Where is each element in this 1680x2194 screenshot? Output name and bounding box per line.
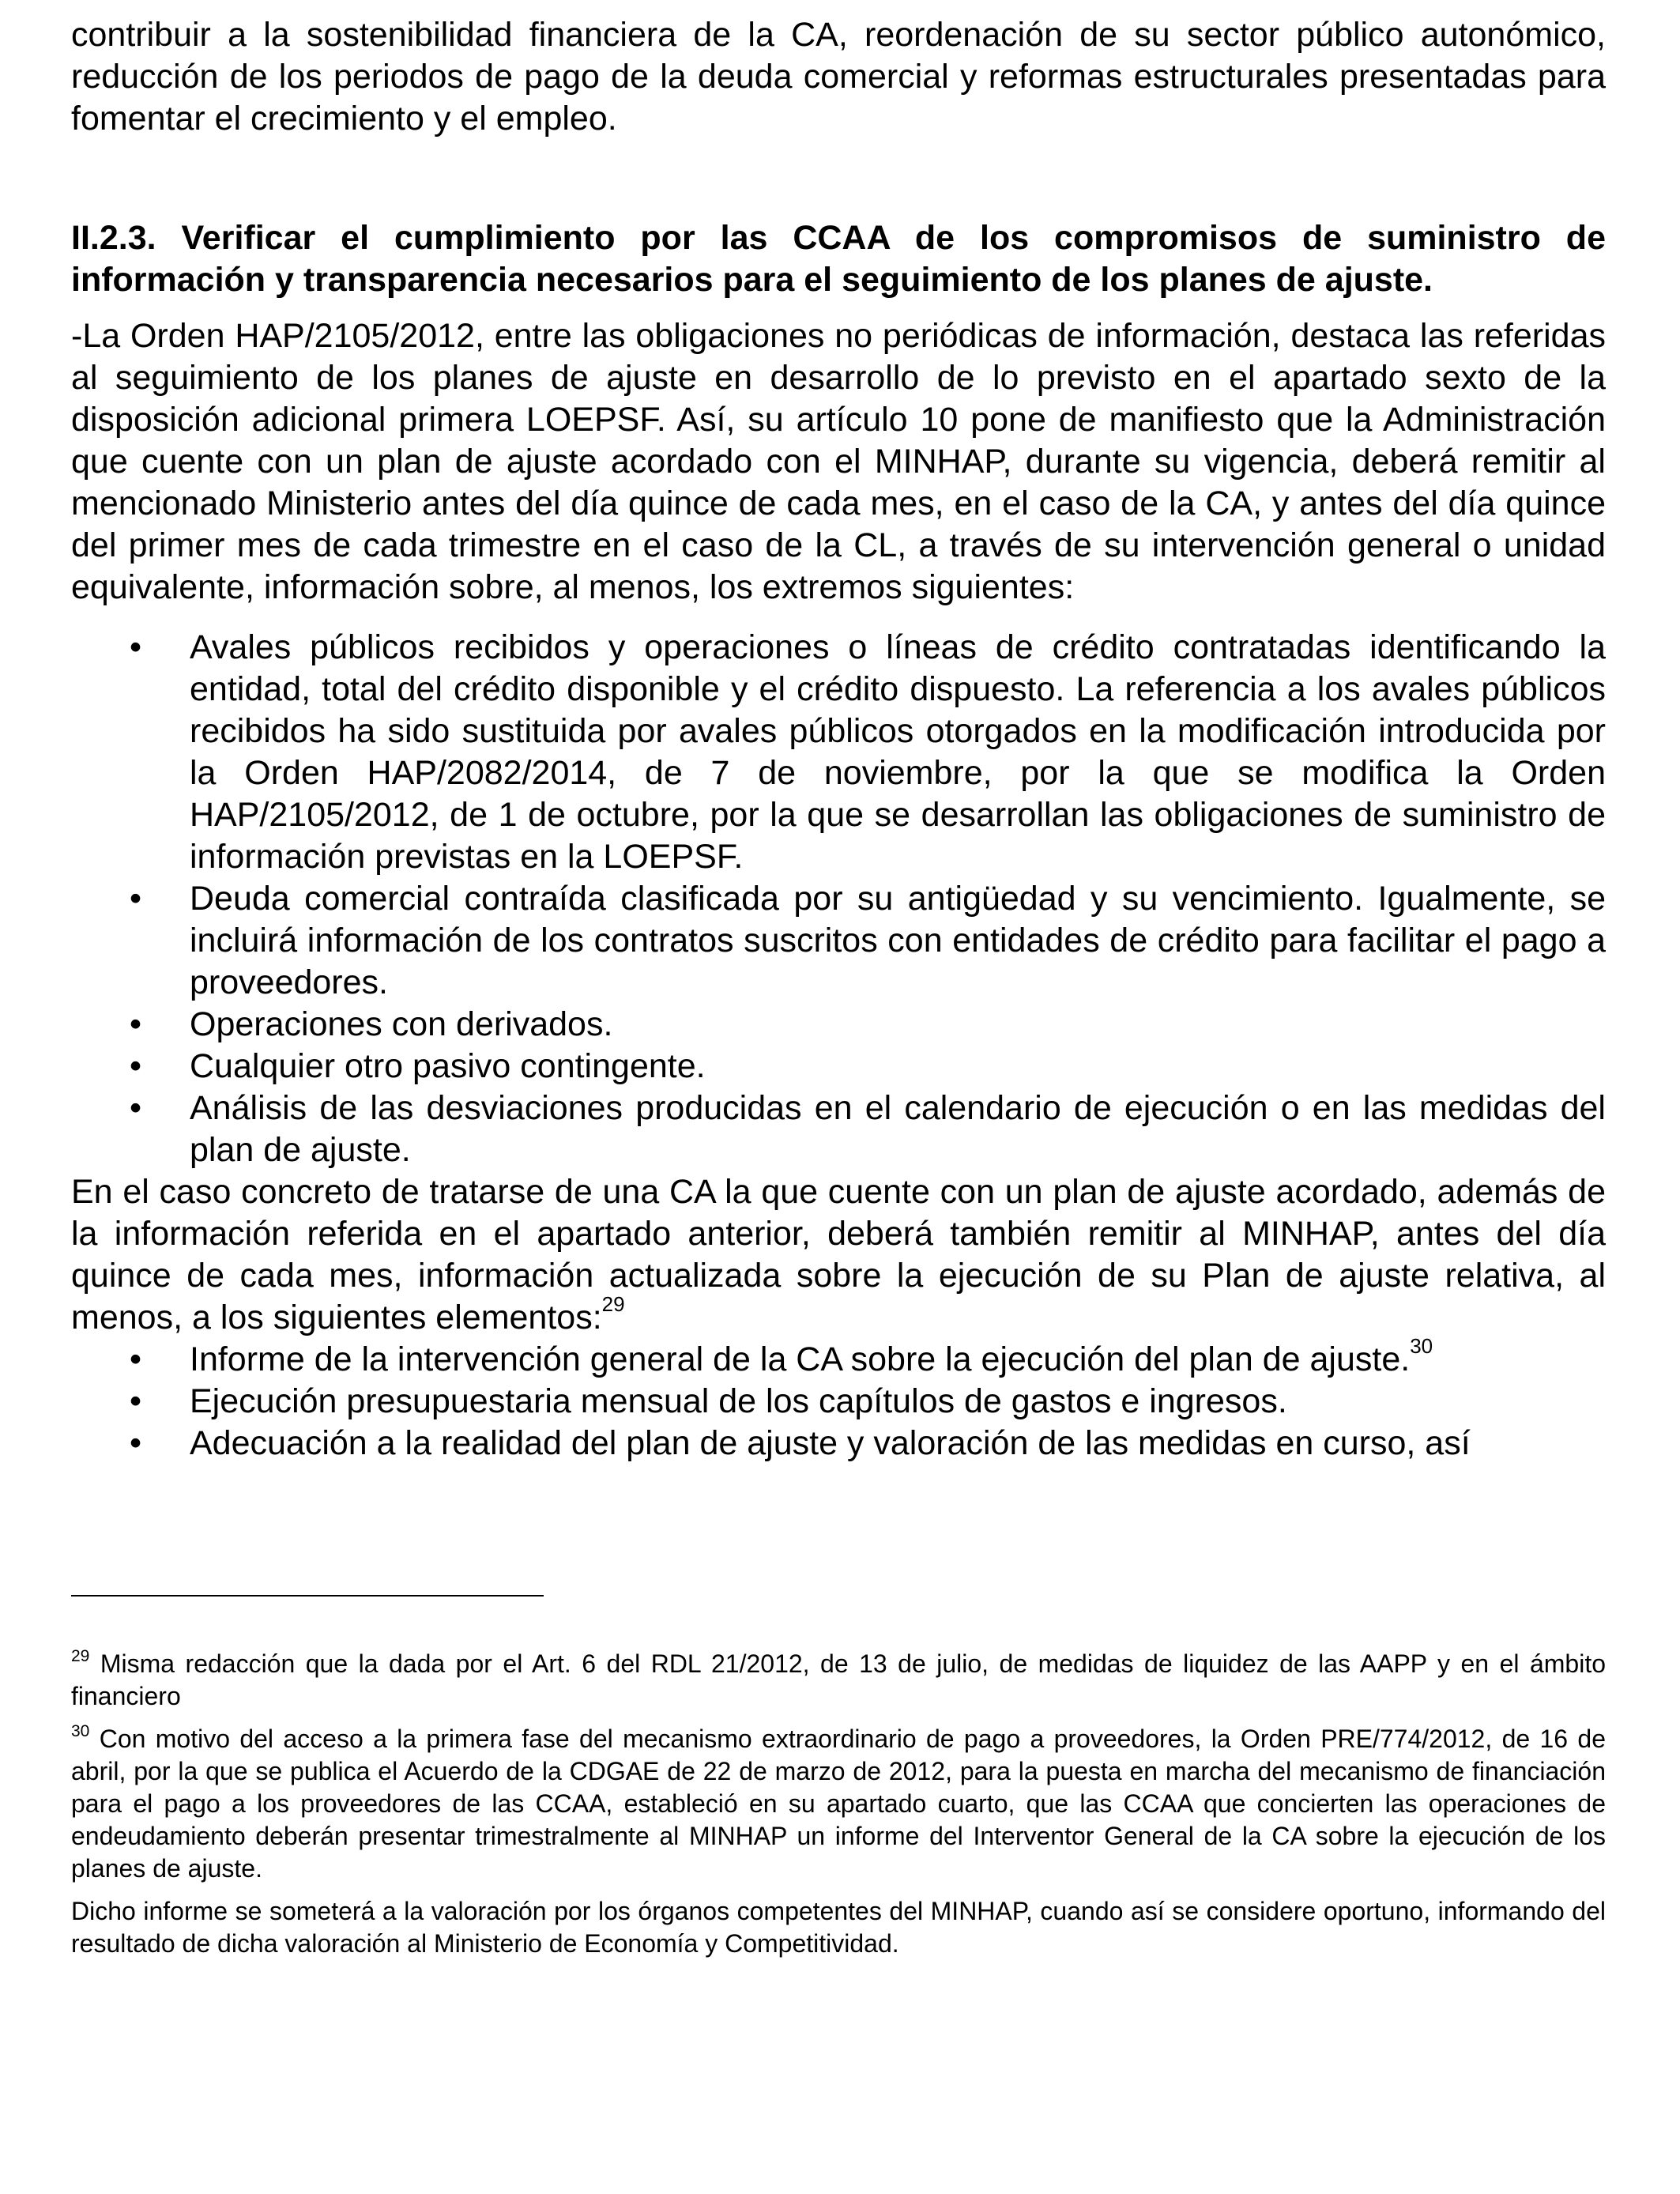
list-item-text: Análisis de las desviaciones producidas en el calendario de ejecución o en las medidas del plan de ajuste. xyxy=(190,1089,1606,1169)
list-item-text: Avales públicos recibidos y operaciones o líneas de crédito contratadas identificando la entidad, total del crédito disponible y el crédito dispuesto. La referencia a los avales públicos recibidos ha sido sustituida por avales públicos otorgados en la modificación introducida por la Orden HAP/2082/2014, de 7 de noviembre, por la que se modifica la Orden HAP/2105/2012, de 1 de octubre, por la que se desarrollan las obligaciones de suministro de información previstas en la LOEPSF. xyxy=(190,628,1606,876)
list-item xyxy=(71,1004,1606,1046)
list-item-text: Operaciones con derivados. xyxy=(190,1005,613,1043)
bullet-icon: • xyxy=(130,1047,142,1085)
footnote xyxy=(71,1723,1606,1885)
list-item-text: Adecuación a la realidad del plan de ajuste y valoración de las medidas en curso, así xyxy=(190,1424,1471,1462)
bullet-icon: • xyxy=(130,1424,142,1462)
footnotes xyxy=(71,1648,1606,1970)
footnote-number: 30 xyxy=(71,1722,90,1740)
footnote-ref[interactable]: 29 xyxy=(601,1292,625,1316)
paragraph-ca-plan-text: En el caso concreto de tratarse de una CA la que cuente con un plan de ajuste acordado, además de la información referida en el apartado anterior, deberá también remitir al MINHAP, antes del día quince de cada mes, información actualizada sobre la ejecución de su Plan de ajuste relativa, al menos, a los siguientes elementos: xyxy=(71,1173,1606,1336)
list-item xyxy=(71,1381,1606,1423)
bullet-icon: • xyxy=(130,1340,142,1378)
list-item xyxy=(71,627,1606,878)
bullet-icon: • xyxy=(130,1089,142,1127)
footnote-ref[interactable]: 30 xyxy=(1410,1334,1433,1358)
section-heading: II.2.3. Verificar el cumplimiento por las CCAA de los compromisos de suministro de información y transparencia necesarios para el seguimiento de los planes de ajuste. xyxy=(71,219,1606,299)
paragraph-orden: -La Orden HAP/2105/2012, entre las obligaciones no periódicas de información, destaca las referidas al seguimiento de los planes de ajuste en desarrollo de lo previsto en el apartado sexto de la disposición adicional primera LOEPSF. Así, su artículo 10 pone de manifiesto que la Administración que cuente con un plan de ajuste acordado con el MINHAP, durante su vigencia, deberá remitir al mencionado Ministerio antes del día quince de cada mes, en el caso de la CA, y antes del día quince del primer mes de cada trimestre en el caso de la CL, a través de su intervención general o unidad equivalente, información sobre, al menos, los extremos siguientes: xyxy=(71,317,1606,606)
bullet-icon: • xyxy=(130,1382,142,1420)
intro-paragraph: contribuir a la sostenibilidad financiera de la CA, reordenación de su sector público autonómico, reducción de los periodos de pago de la deuda comercial y reformas estructurales presentadas para fomentar el crecimiento y el empleo. xyxy=(71,16,1606,138)
footnote-number: 29 xyxy=(71,1647,90,1665)
footnote-continuation xyxy=(71,1895,1606,1960)
list-item xyxy=(71,1046,1606,1088)
list-item xyxy=(71,878,1606,1004)
bullet-icon: • xyxy=(130,880,142,918)
list-item-text: Cualquier otro pasivo contingente. xyxy=(190,1047,706,1085)
list-item xyxy=(71,1423,1606,1465)
list-item xyxy=(71,1334,1606,1381)
footnote-text: Misma redacción que la dada por el Art. 6 del RDL 21/2012, de 13 de julio, de medidas de liquidez de las AAPP y en el ámbito financiero xyxy=(71,1649,1607,1710)
list-item-text: Deuda comercial contraída clasificada por su antigüedad y su vencimiento. Igualmente, se incluirá información de los contratos suscritos con entidades de crédito para facilitar el pago a proveedores. xyxy=(190,880,1606,1001)
obligations-list xyxy=(71,627,1606,1171)
footnote-divider xyxy=(71,1595,544,1596)
list-item xyxy=(71,1088,1606,1171)
list-item-text: Informe de la intervención general de la CA sobre la ejecución del plan de ajuste. xyxy=(190,1340,1411,1378)
footnote-text: Dicho informe se someterá a la valoración por los órganos competentes del MINHAP, cuando así se considere oportuno, informando del resultado de dicha valoración al Ministerio de Economía y Competitividad. xyxy=(71,1897,1606,1958)
bullet-icon: • xyxy=(130,628,142,666)
footnote-text: Con motivo del acceso a la primera fase del mecanismo extraordinario de pago a proveedores, la Orden PRE/774/2012, de 16 de abril, por la que se publica el Acuerdo de la CDGAE de 22 de marzo de 2012, para la puesta en marcha del mecanismo de financiación para el pago a los proveedores de las CCAA, estableció en su apartado cuarto, que las CCAA que concierten las operaciones de endeudamiento deberán presentar trimestralmente al MINHAP un informe del Interventor General de la CA sobre la ejecución de los planes de ajuste. xyxy=(71,1725,1607,1883)
document-page xyxy=(71,14,1606,1465)
paragraph-ca-plan xyxy=(71,1171,1606,1339)
bullet-icon: • xyxy=(130,1005,142,1043)
elements-list xyxy=(71,1334,1606,1465)
footnote xyxy=(71,1648,1606,1713)
list-item-text: Ejecución presupuestaria mensual de los capítulos de gastos e ingresos. xyxy=(190,1382,1287,1420)
